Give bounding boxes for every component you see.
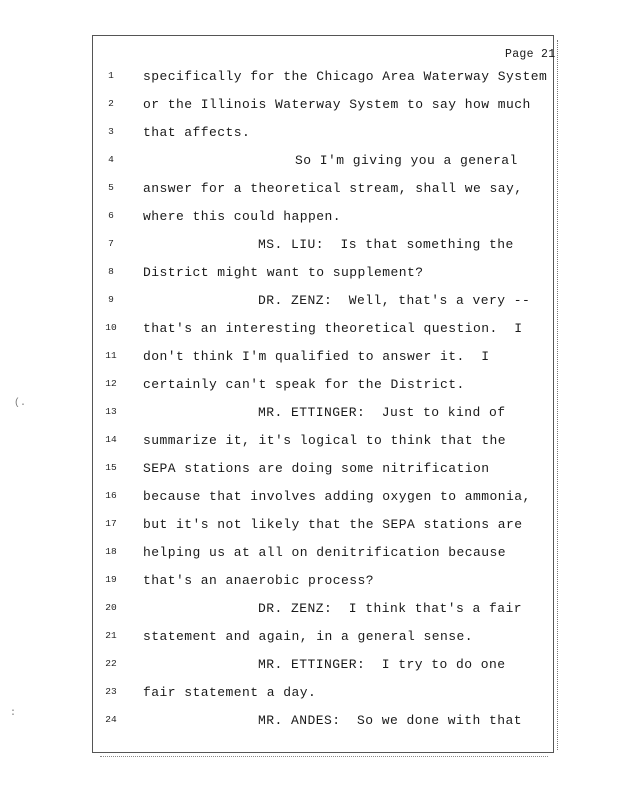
transcript-page-frame [92,35,554,753]
transcript-line: but it's not likely that the SEPA stations are [143,517,523,532]
transcript-line: or the Illinois Waterway System to say how much [143,97,531,112]
line-number: 5 [108,182,114,193]
transcript-line: statement and again, in a general sense. [143,629,474,644]
line-number: 14 [105,434,117,445]
line-number: 24 [105,714,117,725]
transcript-line: that affects. [143,125,251,140]
line-number: 1 [108,70,114,81]
page-edge-marks [557,40,560,750]
line-number: 12 [105,378,117,389]
scan-artifact-mark: (. [14,398,27,409]
transcript-line: SEPA stations are doing some nitrification [143,461,490,476]
transcript-line: where this could happen. [143,209,342,224]
transcript-line: fair statement a day. [143,685,317,700]
line-number: 20 [105,602,117,613]
transcript-line: answer for a theoretical stream, shall we say, [143,181,523,196]
transcript-line: MR. ETTINGER: Just to kind of [258,405,506,420]
line-number: 21 [105,630,117,641]
line-number: 18 [105,546,117,557]
line-number: 23 [105,686,117,697]
line-number: 3 [108,126,114,137]
transcript-line: because that involves adding oxygen to ammonia, [143,489,531,504]
line-number: 17 [105,518,117,529]
transcript-line: DR. ZENZ: Well, that's a very -- [258,293,531,308]
transcript-line: So I'm giving you a general [295,153,518,168]
transcript-line: certainly can't speak for the District. [143,377,465,392]
line-number: 8 [108,266,114,277]
transcript-line: District might want to supplement? [143,265,424,280]
line-number: 11 [105,350,117,361]
transcript-line: that's an anaerobic process? [143,573,375,588]
page-number: Page 21 [505,48,556,61]
transcript-line: summarize it, it's logical to think that the [143,433,507,448]
line-number: 22 [105,658,117,669]
line-number: 10 [105,322,117,333]
line-number: 13 [105,406,117,417]
page-footer-rule [100,756,548,759]
transcript-line: don't think I'm qualified to answer it. I [143,349,490,364]
transcript-line: MR. ANDES: So we done with that [258,713,523,728]
line-number: 15 [105,462,117,473]
transcript-line: specifically for the Chicago Area Waterway System [143,69,548,84]
line-number: 2 [108,98,114,109]
line-number: 7 [108,238,114,249]
line-number: 4 [108,154,114,165]
transcript-line: MS. LIU: Is that something the [258,237,514,252]
transcript-line: DR. ZENZ: I think that's a fair [258,601,523,616]
transcript-line: that's an interesting theoretical question. I [143,321,523,336]
transcript-line: helping us at all on denitrification because [143,545,507,560]
line-number: 9 [108,294,114,305]
line-number: 16 [105,490,117,501]
line-number: 6 [108,210,114,221]
scan-artifact-mark: : [10,708,17,719]
line-number: 19 [105,574,117,585]
transcript-line: MR. ETTINGER: I try to do one [258,657,506,672]
